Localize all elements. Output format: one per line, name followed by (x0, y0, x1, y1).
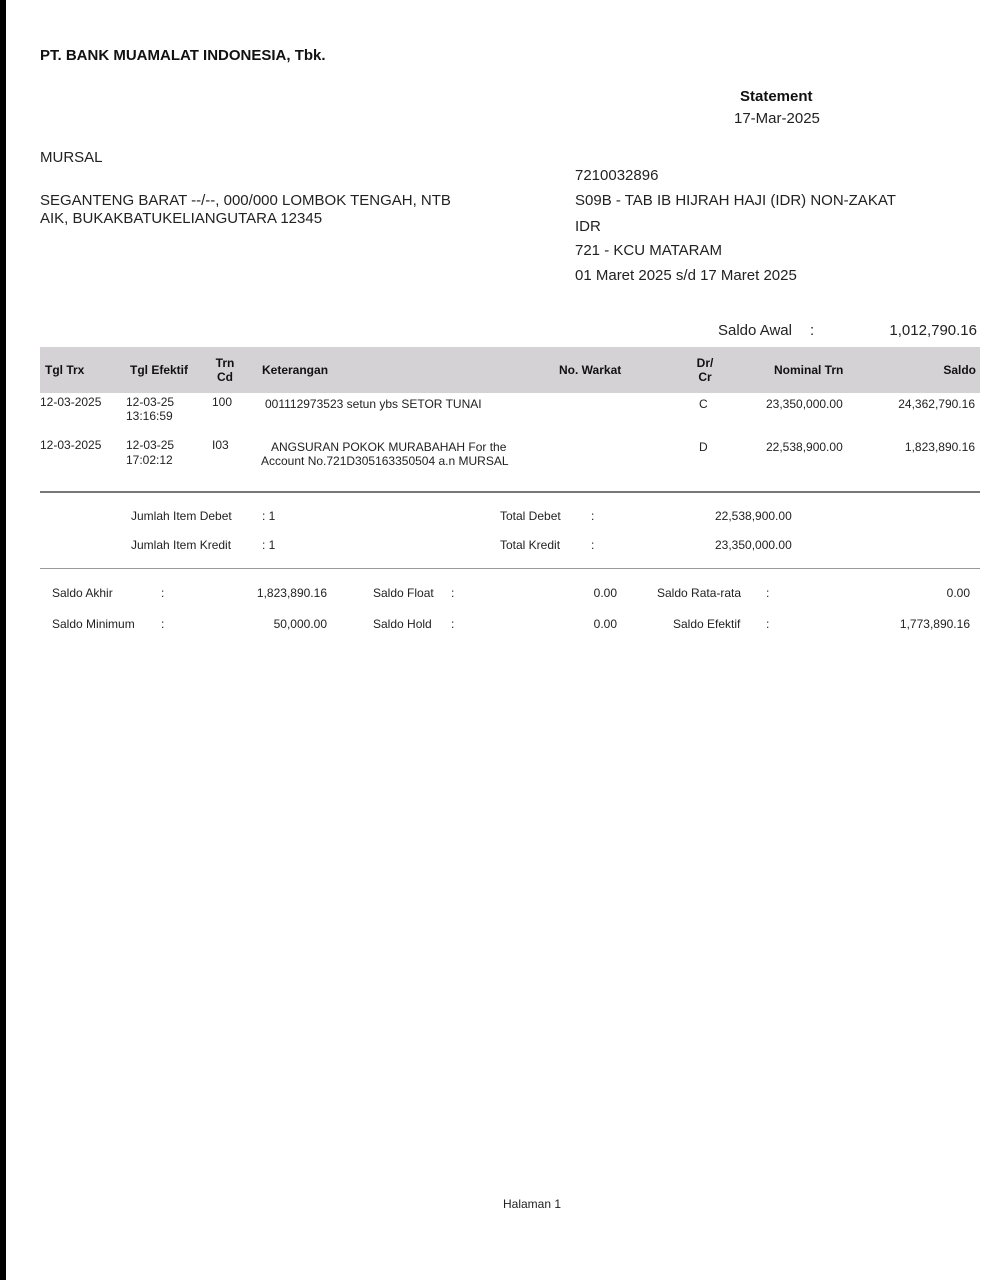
header-no-warkat: No. Warkat (559, 363, 622, 377)
statement-date: 17-Mar-2025 (734, 110, 820, 127)
summary-divider (40, 568, 980, 569)
cell-tgl-efektif-date: 12-03-25 (126, 395, 175, 409)
saldo-float-label: Saldo Float (373, 586, 434, 600)
header-trn-cd-line1: Trn (215, 356, 235, 370)
saldo-awal-colon: : (810, 322, 815, 339)
saldo-rata-label: Saldo Rata-rata (657, 586, 742, 600)
header-dr-cr-line1: Dr/ (696, 356, 714, 370)
header-dr-cr-line2: Cr (698, 370, 712, 384)
cell-trn-cd: 100 (212, 395, 233, 409)
jumlah-kredit-value: : 1 (262, 538, 276, 552)
account-branch: 721 - KCU MATARAM (575, 242, 722, 259)
total-debet-value: 22,538,900.00 (715, 509, 792, 523)
cell-keterangan: ANGSURAN POKOK MURABAHAH For the (271, 440, 507, 454)
statement-page (6, 0, 1001, 1280)
cell-nominal: 23,350,000.00 (766, 397, 843, 411)
cell-tgl-trx: 12-03-2025 (40, 438, 102, 452)
total-debet-colon: : (591, 509, 595, 523)
customer-address (40, 192, 451, 228)
saldo-akhir-label: Saldo Akhir (52, 586, 113, 600)
total-kredit-label: Total Kredit (500, 538, 561, 552)
cell-nominal: 22,538,900.00 (766, 440, 843, 454)
saldo-minimum-colon: : (161, 617, 165, 631)
account-period: 01 Maret 2025 s/d 17 Maret 2025 (575, 267, 797, 284)
header-tgl-trx: Tgl Trx (45, 363, 85, 377)
cell-keterangan-line2: Account No.721D305163350504 a.n MURSAL (261, 454, 509, 468)
cell-tgl-trx: 12-03-2025 (40, 395, 102, 409)
cell-saldo: 1,823,890.16 (904, 440, 975, 454)
saldo-minimum-value: 50,000.00 (273, 617, 327, 631)
account-number: 7210032896 (575, 167, 659, 184)
jumlah-debet-value: : 1 (262, 509, 276, 523)
total-debet-label: Total Debet (500, 509, 561, 523)
total-kredit-value: 23,350,000.00 (715, 538, 792, 552)
header-dr-cr (690, 356, 720, 384)
header-trn-cd (210, 356, 240, 384)
saldo-efektif-colon: : (766, 617, 770, 631)
cell-dr-cr: D (699, 440, 708, 454)
saldo-akhir-colon: : (161, 586, 165, 600)
customer-name: MURSAL (40, 149, 103, 166)
address-line-2: AIK, BUKAKBATUKELIANGUTARA 12345 (40, 210, 323, 227)
header-nominal: Nominal Trn (774, 363, 844, 377)
header-keterangan: Keterangan (262, 363, 329, 377)
jumlah-debet-label: Jumlah Item Debet (131, 509, 232, 523)
saldo-hold-label: Saldo Hold (373, 617, 432, 631)
header-tgl-efektif: Tgl Efektif (130, 363, 189, 377)
table-header (40, 347, 980, 393)
cell-trn-cd: I03 (212, 438, 229, 452)
saldo-awal-label: Saldo Awal (718, 322, 792, 339)
saldo-rata-colon: : (766, 586, 770, 600)
saldo-float-colon: : (451, 586, 455, 600)
cell-saldo: 24,362,790.16 (898, 397, 975, 411)
saldo-hold-value: 0.00 (593, 617, 617, 631)
cell-tgl-efektif-time: 13:16:59 (126, 409, 173, 423)
saldo-akhir-value: 1,823,890.16 (256, 586, 327, 600)
account-currency: IDR (575, 218, 601, 235)
cell-dr-cr: C (699, 397, 708, 411)
saldo-rata-value: 0.00 (946, 586, 970, 600)
cell-tgl-efektif-date: 12-03-25 (126, 438, 175, 452)
jumlah-kredit-label: Jumlah Item Kredit (131, 538, 232, 552)
statement-title: Statement (740, 88, 813, 105)
saldo-awal-value: 1,012,790.16 (889, 322, 977, 339)
saldo-efektif-label: Saldo Efektif (673, 617, 741, 631)
header-trn-cd-line2: Cd (217, 370, 233, 384)
page-number: Halaman 1 (503, 1197, 562, 1211)
saldo-minimum-label: Saldo Minimum (52, 617, 135, 631)
total-kredit-colon: : (591, 538, 595, 552)
cell-tgl-efektif-time: 17:02:12 (126, 453, 173, 467)
table-divider (40, 491, 980, 493)
saldo-efektif-value: 1,773,890.16 (899, 617, 970, 631)
saldo-float-value: 0.00 (593, 586, 617, 600)
saldo-hold-colon: : (451, 617, 455, 631)
header-saldo: Saldo (943, 363, 976, 377)
account-product: S09B - TAB IB HIJRAH HAJI (IDR) NON-ZAKAT (575, 192, 896, 209)
cell-keterangan: 001112973523 setun ybs SETOR TUNAI (265, 397, 482, 411)
bank-name: PT. BANK MUAMALAT INDONESIA, Tbk. (40, 47, 326, 64)
address-line-1: SEGANTENG BARAT --/--, 000/000 LOMBOK TENGAH, NTB (40, 192, 451, 209)
